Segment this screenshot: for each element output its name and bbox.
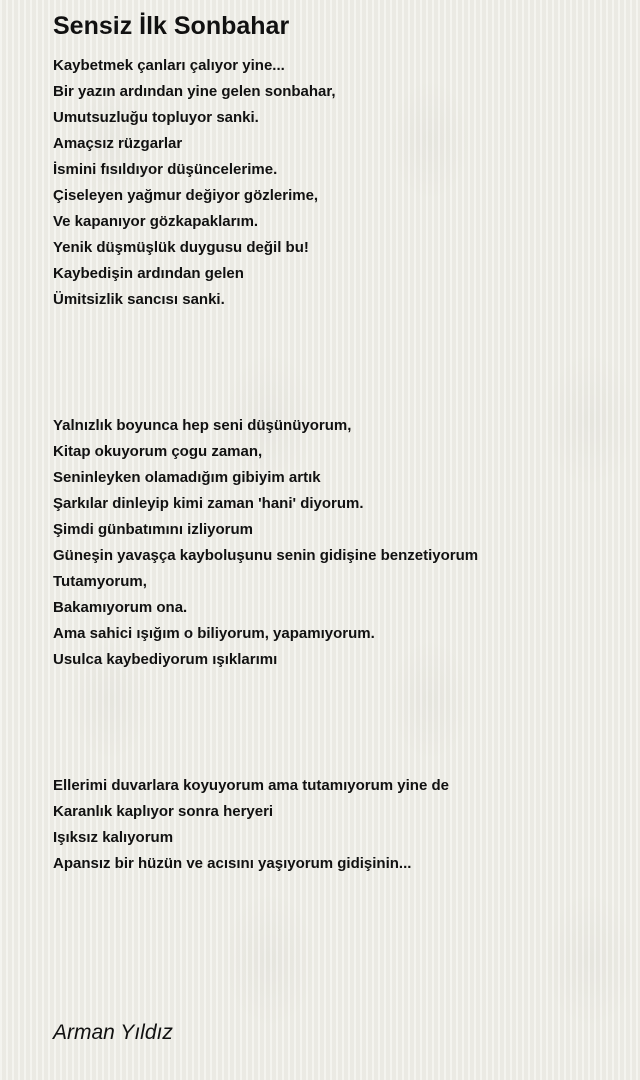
poem-line: Yalnızlık boyunca hep seni düşünüyorum, — [53, 417, 352, 434]
poem-line: İsmini fısıldıyor düşüncelerime. — [53, 161, 278, 178]
poem-line: Amaçsız rüzgarlar — [53, 135, 183, 152]
poem-line: Çiseleyen yağmur değiyor gözlerime, — [53, 187, 319, 204]
poem-line: Bir yazın ardından yine gelen sonbahar, — [53, 83, 336, 100]
poem-line: Apansız bir hüzün ve acısını yaşıyorum gidişinin... — [53, 855, 412, 872]
poem-line: Ellerimi duvarlara koyuyorum ama tutamıyorum yine de — [53, 777, 449, 794]
poem-line: Güneşin yavaşça kayboluşunu senin gidişine benzetiyorum — [53, 547, 479, 564]
poem-line: Kaybetmek çanları çalıyor yine... — [53, 57, 285, 74]
poem-line: Ve kapanıyor gözkapaklarım. — [53, 213, 259, 230]
poem-line: Şimdi günbatımını izliyorum — [53, 521, 254, 538]
poem-line: Karanlık kaplıyor sonra heryeri — [53, 803, 274, 820]
poem-title: Sensiz İlk Sonbahar — [53, 12, 290, 40]
poem-line: Yenik düşmüşlük duygusu değil bu! — [53, 239, 309, 256]
stanza-1 — [53, 53, 336, 313]
poem-line: Seninleyken olamadığım gibiyim artık — [53, 469, 321, 486]
poem-line: Kitap okuyorum çogu zaman, — [53, 443, 263, 460]
poem-line: Ümitsizlik sancısı sanki. — [53, 291, 225, 308]
poem-line: Tutamyorum, — [53, 573, 147, 590]
poem-line: Usulca kaybediyorum ışıklarımı — [53, 651, 278, 668]
stanza-2 — [53, 413, 478, 673]
poem-line: Umutsuzluğu topluyor sanki. — [53, 109, 259, 126]
poem-line: Kaybedişin ardından gelen — [53, 265, 244, 282]
poem-line: Ama sahici ışığım o biliyorum, yapamıyorum. — [53, 625, 375, 642]
stanza-3 — [53, 773, 449, 877]
poem-line: Şarkılar dinleyip kimi zaman 'hani' diyorum. — [53, 495, 364, 512]
poem-line: Işıksız kalıyorum — [53, 829, 174, 846]
poem-line: Bakamıyorum ona. — [53, 599, 188, 616]
poem-author: Arman Yıldız — [53, 1021, 173, 1044]
